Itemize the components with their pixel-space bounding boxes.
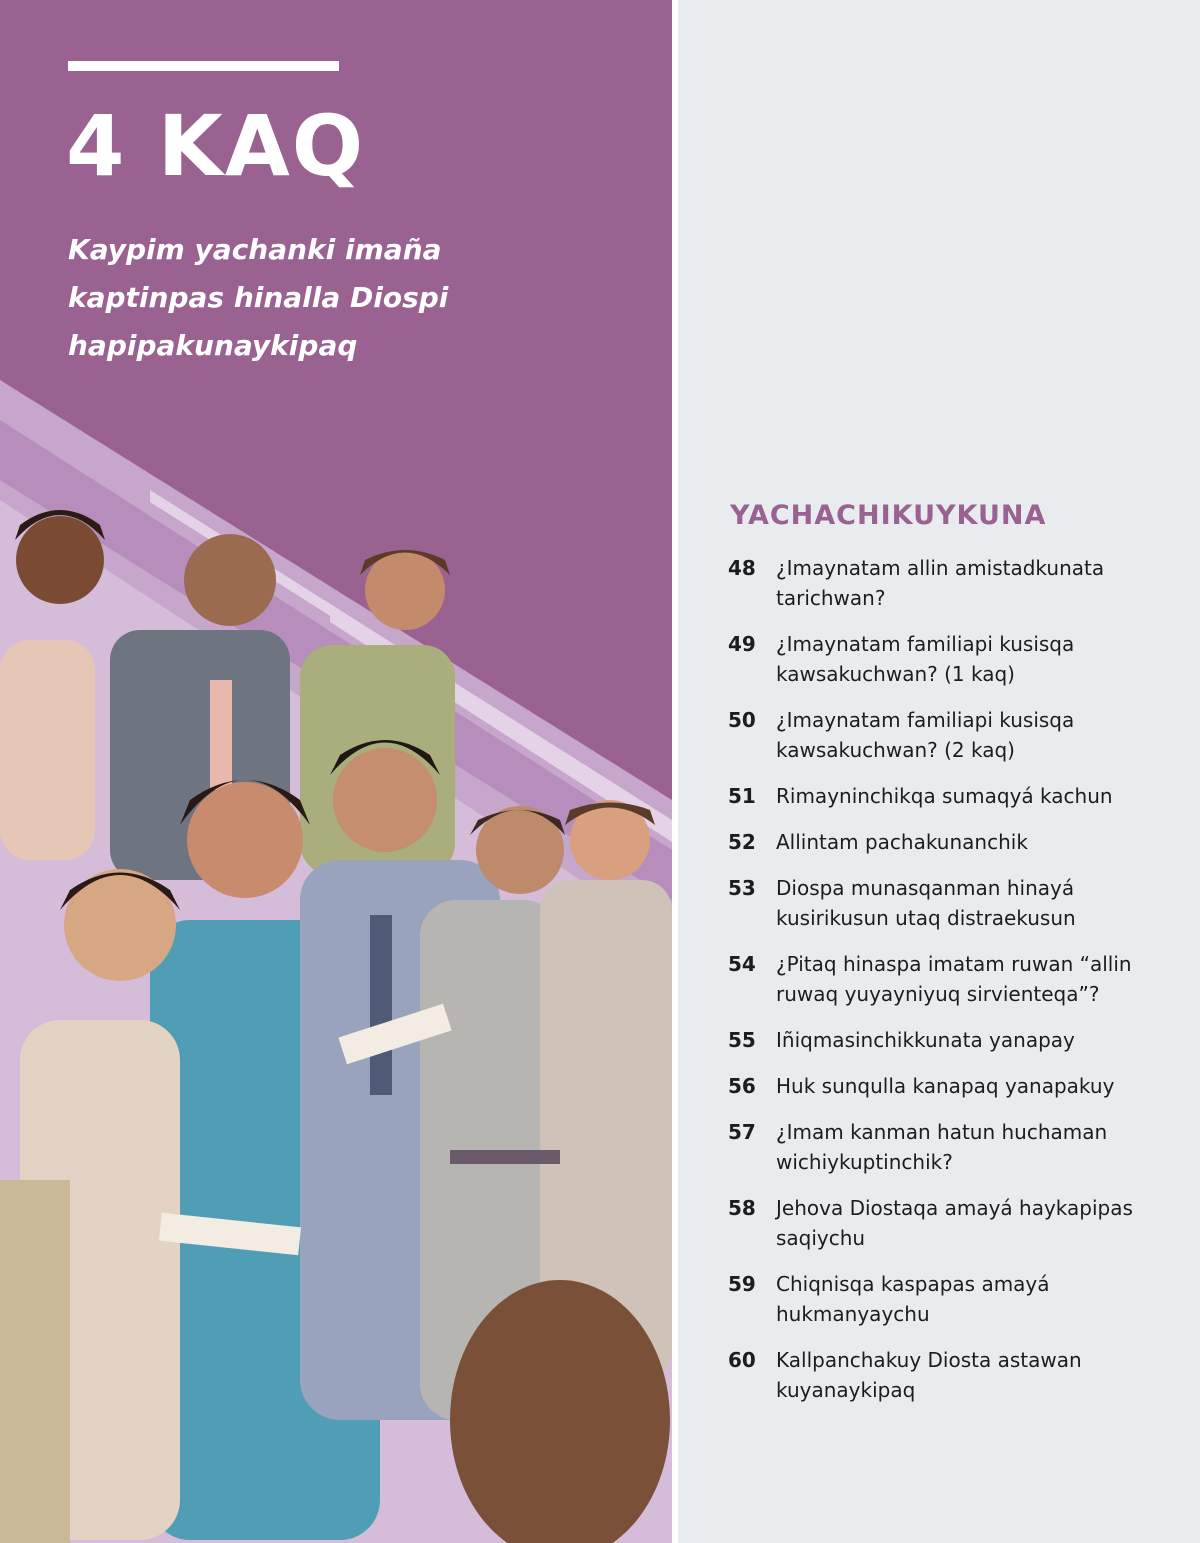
- lesson-item[interactable]: [728, 827, 1168, 857]
- lesson-number: 58: [728, 1196, 756, 1220]
- lesson-item[interactable]: [728, 1117, 1168, 1177]
- lesson-item[interactable]: [728, 1269, 1168, 1329]
- lesson-title: Chiqnisqa kaspapas amayá hukmanyaychu: [776, 1272, 1050, 1326]
- lesson-item[interactable]: [728, 1025, 1168, 1055]
- lesson-item[interactable]: [728, 705, 1168, 765]
- part-title: 4 KAQ: [66, 97, 366, 195]
- lesson-number: 60: [728, 1348, 756, 1372]
- lesson-title: Kallpanchakuy Diosta astawan kuyanaykipaq: [776, 1348, 1082, 1402]
- lesson-item[interactable]: [728, 781, 1168, 811]
- lesson-item[interactable]: [728, 1345, 1168, 1405]
- lesson-title: Huk sunqulla kanapaq yanapakuy: [776, 1074, 1115, 1098]
- lesson-number: 48: [728, 556, 756, 580]
- lesson-title: ¿Imaynatam familiapi kusisqa kawsakuchwan? (2 kaq): [776, 708, 1075, 762]
- lesson-number: 55: [728, 1028, 756, 1052]
- lesson-item[interactable]: [728, 949, 1168, 1009]
- lesson-title: ¿Imaynatam allin amistadkunata tarichwan?: [776, 556, 1105, 610]
- lesson-item[interactable]: [728, 1193, 1168, 1253]
- lesson-item[interactable]: [728, 1071, 1168, 1101]
- lesson-title: Diospa munasqanman hinayá kusirikusun utaq distraekusun: [776, 876, 1076, 930]
- lesson-number: 51: [728, 784, 756, 808]
- lesson-number: 50: [728, 708, 756, 732]
- top-rule: [68, 61, 339, 71]
- lesson-number: 57: [728, 1120, 756, 1144]
- lesson-list: [728, 553, 1168, 1405]
- congregation-illustration: [0, 380, 672, 1543]
- lesson-title: Rimayninchikqa sumaqyá kachun: [776, 784, 1113, 808]
- lesson-item[interactable]: [728, 553, 1168, 613]
- table-of-contents: [728, 500, 1168, 1421]
- lesson-number: 49: [728, 632, 756, 656]
- lesson-title: ¿Imam kanman hatun huchaman wichiykuptinchik?: [776, 1120, 1108, 1174]
- person-foreground-left: [0, 1180, 70, 1543]
- lesson-title: ¿Pitaq hinaspa imatam ruwan “allin ruwaq yuyayniyuq sirvienteqa”?: [776, 952, 1132, 1006]
- lesson-title: Iñiqmasinchikkunata yanapay: [776, 1028, 1075, 1052]
- lesson-number: 54: [728, 952, 756, 976]
- lesson-item[interactable]: [728, 873, 1168, 933]
- lesson-title: Jehova Diostaqa amayá haykapipas saqiychu: [776, 1196, 1133, 1250]
- panel-divider: [672, 0, 678, 1543]
- lesson-number: 56: [728, 1074, 756, 1098]
- open-book: [450, 1150, 560, 1164]
- lesson-number: 52: [728, 830, 756, 854]
- part-subtitle: Kaypim yachanki imaña kaptinpas hinalla Diospi hapipakunaykipaq: [68, 233, 449, 362]
- lesson-item[interactable]: [728, 629, 1168, 689]
- lesson-number: 59: [728, 1272, 756, 1296]
- contents-heading: YACHACHIKUYKUNA: [730, 500, 1047, 531]
- lesson-number: 53: [728, 876, 756, 900]
- lesson-title: ¿Imaynatam familiapi kusisqa kawsakuchwan? (1 kaq): [776, 632, 1075, 686]
- lesson-title: Allintam pachakunanchik: [776, 830, 1028, 854]
